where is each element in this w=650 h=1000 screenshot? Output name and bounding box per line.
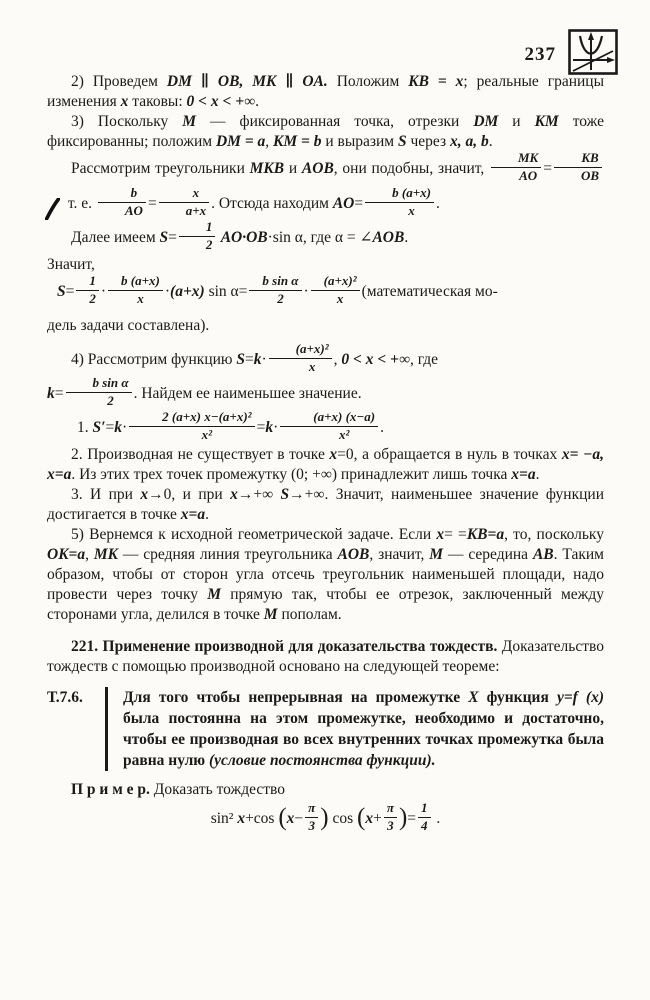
fraction-numerator: b bbox=[98, 186, 146, 203]
text-run: Доказательство тождеств с помощью производной основано на следующей теореме: bbox=[47, 638, 604, 675]
theorem-block bbox=[47, 687, 604, 771]
math-run: x bbox=[365, 810, 374, 827]
math-run: KB = x bbox=[408, 73, 464, 90]
math-run: AOB bbox=[337, 546, 370, 563]
text-run: sin α= bbox=[204, 283, 248, 300]
math-run: S bbox=[398, 133, 407, 150]
text-run: . Найдем ее наименьшее значение. bbox=[133, 385, 362, 402]
text-run: Далее имеем bbox=[71, 229, 160, 246]
fraction-numerator: x bbox=[159, 186, 209, 203]
math-run: DM ∥ OB, MK ∥ OA. bbox=[166, 73, 328, 90]
paragraph-item-2 bbox=[47, 445, 604, 485]
equals-sign: = bbox=[543, 160, 552, 177]
math-run: AOB bbox=[372, 229, 405, 246]
math-run: S bbox=[159, 229, 169, 246]
fraction-numerator: KB bbox=[554, 151, 602, 168]
text-run: →0, и при bbox=[148, 486, 231, 503]
text-run: тоже фиксированны; положим bbox=[47, 113, 605, 150]
fraction bbox=[108, 274, 163, 307]
fraction-denominator: AO bbox=[519, 167, 538, 183]
math-run: DM = a bbox=[215, 133, 266, 150]
text-run: 3. И при bbox=[71, 486, 141, 503]
math-run: S bbox=[280, 486, 290, 503]
text-run: , они подобны, значит, bbox=[333, 160, 489, 177]
text-run: . bbox=[432, 810, 441, 827]
text-run: Для того чтобы непрерывная на промежутке bbox=[123, 689, 469, 706]
fraction-denominator: x² bbox=[201, 426, 213, 442]
fraction-denominator: 2 bbox=[107, 392, 114, 408]
plus-sign: + bbox=[373, 810, 382, 827]
text-run: и bbox=[498, 113, 535, 130]
fraction-numerator: b sin α bbox=[249, 274, 301, 291]
fraction bbox=[280, 410, 378, 443]
fraction-numerator: 1 bbox=[179, 220, 216, 237]
text-run: пополам. bbox=[277, 606, 342, 623]
fraction-denominator: 2 bbox=[89, 290, 96, 306]
fraction-denominator: OB bbox=[580, 167, 600, 183]
multiplication-dot: · bbox=[164, 283, 171, 300]
display-formula-S bbox=[47, 275, 604, 343]
fraction-denominator: 4 bbox=[421, 817, 428, 833]
math-run: MK bbox=[93, 546, 119, 563]
math-run: k bbox=[265, 419, 274, 436]
equals-sign: = bbox=[147, 195, 157, 212]
math-run: KB=a bbox=[466, 526, 505, 543]
fraction-denominator: 3 bbox=[308, 817, 315, 833]
math-run: x bbox=[237, 810, 246, 827]
text-run: . bbox=[255, 93, 259, 110]
text-run: и bbox=[284, 160, 302, 177]
text-run: Значит, bbox=[47, 256, 95, 273]
text-run: — середина bbox=[443, 546, 533, 563]
math-run: x=a bbox=[180, 506, 206, 523]
equals-sign: = bbox=[168, 229, 177, 246]
multiplication-dot: · bbox=[273, 419, 279, 436]
math-run: 0 < x < +∞ bbox=[186, 93, 256, 110]
display-formula-derivative bbox=[47, 411, 604, 445]
math-run: AO bbox=[332, 195, 355, 212]
math-run: DM bbox=[473, 113, 499, 130]
text-run: 5) Вернемся к исходной геометрической задаче. Если bbox=[71, 526, 437, 543]
open-paren: ( bbox=[278, 803, 287, 831]
math-run: KM bbox=[534, 113, 559, 130]
fraction-numerator: 1 bbox=[76, 274, 99, 291]
math-run: x bbox=[120, 93, 129, 110]
math-run: S bbox=[236, 351, 245, 368]
fraction-denominator: 2 bbox=[205, 236, 213, 252]
fraction bbox=[159, 186, 209, 219]
fraction bbox=[384, 801, 397, 834]
section-221-heading bbox=[47, 637, 604, 677]
math-run: AOB bbox=[301, 160, 334, 177]
text-run: 2) Проведем bbox=[71, 73, 167, 90]
text-run: (математическая мо- bbox=[361, 283, 498, 300]
paragraph-5 bbox=[47, 525, 604, 625]
fraction bbox=[305, 801, 318, 834]
fraction-numerator: (a+x)² bbox=[269, 342, 332, 359]
close-paren: ) bbox=[320, 803, 329, 831]
text-run: дель задачи составлена). bbox=[47, 317, 210, 334]
math-run: (a+x) bbox=[170, 283, 205, 300]
text-run: . bbox=[205, 506, 209, 523]
fraction-numerator: 1 bbox=[418, 801, 431, 818]
math-run: M bbox=[182, 113, 197, 130]
equals-sign: = bbox=[354, 195, 364, 212]
math-run: OK=a bbox=[47, 546, 86, 563]
math-run: x bbox=[286, 810, 295, 827]
paragraph-4 bbox=[47, 343, 604, 411]
text-run: =0, а обращается в нуль в точках bbox=[337, 446, 562, 463]
fraction-numerator: b sin α bbox=[66, 376, 132, 393]
text-run: и выразим bbox=[321, 133, 398, 150]
equals-sign: = bbox=[407, 810, 417, 827]
paragraph-item-3 bbox=[47, 485, 604, 525]
math-run: AO·OB bbox=[217, 229, 268, 246]
text-run: . bbox=[488, 133, 493, 150]
example-label: П р и м е р. bbox=[71, 781, 150, 798]
fraction-denominator: x bbox=[308, 358, 316, 374]
close-paren: ) bbox=[398, 803, 408, 831]
text-run: была постоянна на этом промежутке, необходимо и достаточно, чтобы ее производная во всех внутренних точках промежутка была равна нулю bbox=[123, 710, 604, 769]
fraction bbox=[129, 410, 254, 443]
paragraph-znachit bbox=[47, 255, 604, 275]
paragraph-2 bbox=[47, 72, 604, 112]
fraction-denominator: x bbox=[408, 202, 415, 218]
sin-squared: sin² bbox=[210, 810, 238, 827]
text-run: Доказать тождество bbox=[149, 781, 286, 798]
pen-mark bbox=[45, 198, 60, 220]
text-run: Положим bbox=[327, 73, 409, 90]
text-run: таковы: bbox=[128, 93, 187, 110]
text-run: прямую так, чтобы ее отрезок, заключенный между сторонами угла, делился в точке bbox=[47, 586, 604, 623]
fraction-numerator: MK bbox=[491, 151, 541, 168]
math-run: MKB bbox=[249, 160, 285, 177]
multiplication-dot: · bbox=[261, 351, 267, 368]
section-title: 221. Применение производной для доказательства тождеств. bbox=[71, 638, 498, 655]
text-run: , bbox=[265, 133, 274, 150]
text-run: , bbox=[333, 351, 342, 368]
fraction-denominator: 2 bbox=[277, 290, 284, 306]
math-run: KM = b bbox=[273, 133, 322, 150]
text-run: 3) Поскольку bbox=[71, 113, 183, 130]
equals-sign: = bbox=[245, 351, 254, 368]
math-run: x=a bbox=[511, 466, 536, 483]
text-run: . bbox=[404, 229, 409, 246]
text-run: . bbox=[535, 466, 540, 483]
page-number: 237 bbox=[524, 44, 556, 65]
fraction-numerator: π bbox=[305, 801, 318, 818]
fraction-numerator: 2 (a+x) x−(a+x)² bbox=[129, 410, 254, 427]
theorem-rule bbox=[105, 687, 108, 771]
paragraph-area-formula bbox=[47, 221, 604, 255]
text-run: , то, поскольку bbox=[504, 526, 604, 543]
fraction-numerator: b (a+x) bbox=[108, 274, 163, 291]
fraction bbox=[365, 186, 434, 219]
fraction bbox=[269, 342, 332, 375]
text-run: . bbox=[435, 195, 440, 212]
text-run: функция bbox=[478, 689, 557, 706]
equals-sign: = bbox=[105, 419, 115, 436]
math-run: M bbox=[429, 546, 444, 563]
fraction-numerator: (a+x)² bbox=[311, 274, 360, 291]
fraction-numerator: π bbox=[384, 801, 397, 818]
math-run: S bbox=[57, 283, 66, 300]
text-run: , bbox=[85, 546, 94, 563]
paragraph-3 bbox=[47, 112, 604, 152]
math-run: M bbox=[207, 586, 222, 603]
text-run: — фиксированная точка, отрезки bbox=[196, 113, 474, 130]
text-run: cos bbox=[328, 810, 358, 827]
equals-sign: = bbox=[256, 419, 266, 436]
text-run: . Отсюда находим bbox=[211, 195, 333, 212]
theorem-condition-name: (условие постоянства функции). bbox=[209, 752, 436, 769]
multiplication-dot: · bbox=[100, 283, 107, 300]
text-run: через bbox=[406, 133, 450, 150]
example-lead bbox=[47, 780, 604, 800]
text-run: ·sin α, где α = ∠ bbox=[267, 229, 373, 246]
fraction bbox=[76, 274, 99, 307]
multiplication-dot: · bbox=[121, 419, 128, 436]
math-run: x bbox=[436, 526, 445, 543]
multiplication-dot: · bbox=[303, 283, 309, 300]
fraction-denominator: x bbox=[137, 290, 144, 306]
text-run: ; реальные границы изменения bbox=[47, 73, 604, 110]
text-run: т. е. bbox=[64, 195, 96, 212]
text-run: . Таким образом, чтобы от сторон угла отсечь треугольник наименьшей площади, надо провести через точку bbox=[47, 546, 604, 603]
text-run: →+∞ bbox=[237, 486, 281, 503]
theorem-label: Т.7.6. bbox=[47, 689, 83, 706]
math-run: X bbox=[468, 689, 479, 706]
fraction-numerator: b (a+x) bbox=[365, 186, 434, 203]
fraction-denominator: a+x bbox=[185, 202, 207, 218]
fraction-denominator: x bbox=[336, 290, 344, 306]
item-number: 1. bbox=[77, 419, 93, 436]
parabola-axes-icon bbox=[568, 28, 618, 76]
math-run: S′ bbox=[92, 419, 106, 436]
math-run: x bbox=[140, 486, 149, 503]
text-run: 4) Рассмотрим функцию bbox=[71, 351, 237, 368]
math-run: M bbox=[263, 606, 278, 623]
math-run: k bbox=[47, 385, 55, 402]
fraction-denominator: AO bbox=[124, 202, 143, 218]
equals-sign: = bbox=[54, 385, 64, 402]
fraction bbox=[179, 220, 216, 253]
text-run: = = bbox=[444, 526, 467, 543]
fraction-denominator: x² bbox=[338, 426, 350, 442]
math-run: x= −a, x=a bbox=[47, 446, 604, 483]
fraction bbox=[249, 274, 301, 307]
fraction-numerator: (a+x) (x−a) bbox=[280, 410, 378, 427]
text-run: →+∞. Значит, наименьшее значение функции достигается в точке bbox=[47, 486, 604, 523]
fraction bbox=[491, 151, 541, 184]
fraction bbox=[98, 186, 146, 219]
math-run: x, a, b bbox=[450, 133, 489, 150]
fraction bbox=[66, 376, 132, 409]
text-run: 2. Производная не существует в точке bbox=[71, 446, 330, 463]
text-run: +cos bbox=[245, 810, 279, 827]
math-run: k bbox=[253, 351, 262, 368]
math-run: x bbox=[329, 446, 338, 463]
fraction bbox=[418, 801, 431, 834]
example-formula bbox=[47, 802, 604, 836]
text-run: . Из этих трех точек промежутку (0; +∞) принадлежит лишь точка bbox=[71, 466, 512, 483]
minus-sign: − bbox=[294, 810, 304, 827]
fraction bbox=[554, 151, 602, 184]
text-run: — средняя линия треугольника bbox=[118, 546, 338, 563]
text-run: , где bbox=[409, 351, 439, 368]
fraction-denominator: 3 bbox=[387, 817, 394, 833]
math-run: x bbox=[230, 486, 238, 503]
fraction bbox=[311, 274, 360, 307]
math-run: AB bbox=[532, 546, 554, 563]
text-run: Рассмотрим треугольники bbox=[71, 160, 250, 177]
text-run: . bbox=[380, 419, 384, 436]
open-paren: ( bbox=[357, 803, 366, 831]
theorem-text bbox=[123, 687, 604, 771]
math-run: y=f (x) bbox=[556, 689, 604, 706]
text-run: , значит, bbox=[369, 546, 430, 563]
math-run: 0 < x < +∞ bbox=[341, 351, 410, 368]
equals-sign: = bbox=[65, 283, 75, 300]
paragraph-similar-triangles bbox=[47, 152, 604, 221]
math-run: k bbox=[114, 419, 122, 436]
